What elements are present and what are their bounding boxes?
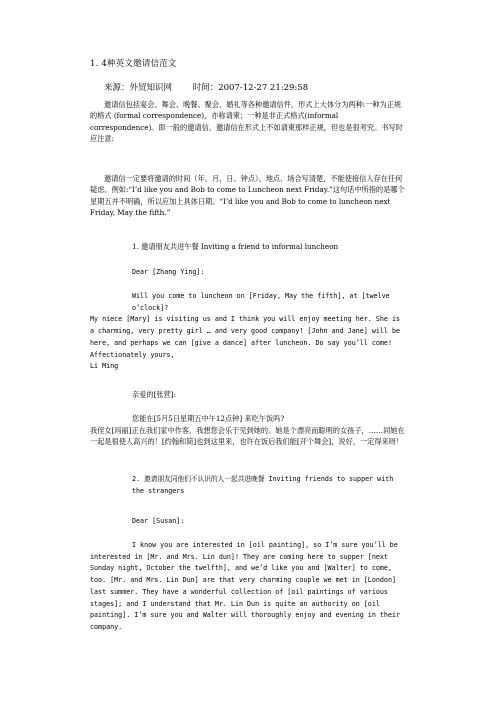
letter1-cn-body-first: 您能在[5月5日星期五中午12点钟] 来吃午饭吗?: [132, 414, 285, 423]
letter1-heading: 1. 邀请朋友共进午餐 Inviting a friend to informal luncheon: [132, 242, 339, 251]
letter1-body-first: Will you come to luncheon on [Friday, May the fifth], at [twelve o’clock]?: [132, 292, 390, 312]
letter2-heading: 2. 邀请朋友同他们不认识的人一起共进晚餐 Inviting friends to supper with the strangers: [132, 475, 394, 495]
letter1-closing: Affectionately yours,: [90, 350, 175, 359]
letter1-cn-body-rest: 我侄女[玛丽]正在我们家中作客，我想您会乐于见到她的。她是个漂亮而聪明的女孩子，……同她在一起是很使人高兴的！[约翰和简]也到这里来，也许在饭后我们能[开个舞会]，说好，一定得来呀！: [90, 425, 405, 447]
intro-paragraph: 邀请信包括宴会、舞会、晚餐、聚会、婚礼等各种邀请信件，形式上大体分为两种:一种为正规的格式 (formal correspondence)，亦称请柬；一种是非正式格式(informal correspondence)。即一般的邀请信。邀请信在形式上不如请柬那样正规，但也是很考究。书写时应注意:: [90, 100, 403, 144]
letter1-body-rest: My niece [Mary] is visiting us and I think you will enjoy meeting her. She is a charming, very pretty girl … and very good company! [John and Jane] will be here, and perhaps we can [give a dance] after luncheon. Do say you’ll come!: [90, 315, 401, 347]
letter2-salutation: Dear [Susan]:: [132, 517, 185, 525]
letter1-salutation: Dear [Zhang Ying]:: [132, 268, 205, 276]
article-title: 1. 4种英文邀请信范文: [90, 59, 177, 69]
letter1-signature: Li Ming: [90, 362, 119, 371]
article-meta: [104, 81, 308, 93]
letter1-cn-body: [90, 413, 408, 448]
article-time: 时间：2007-12-27 21:29:58: [192, 83, 309, 93]
note-paragraph: 邀请信一定要将邀请的时间（年、月、日、钟点）、地点、场合写清楚，不能使接信人存在任何疑虑。例如:“I’d like you and Bob to come to Luncheon next Friday.”这句话中所指的是哪个星期五并不明确，所以应加上具体日期。“I’d like you and Bob to come to luncheon next Friday, May the fifth.”: [90, 174, 405, 218]
letter1-cn-salutation: 亲爱的[张营]:: [132, 390, 176, 399]
letter2-body: I know you are interested in [oil painting], so I’m sure you’ll be interested in [Mr. and Mrs. Lin dun]! They are coming here to supper [next Sunday night, October the twelfth], and we’d like you and [Walter] to come, too. [Mr. and Mrs. Lin Dun] are that very charming couple we met in [London] last summer. They have a wonderful collection of [oil paintings of various stages]; and I understand that Mr. Lin Dun is quite an authority on [oil painting]. I’m sure you and Walter will thoroughly enjoy and evening in their company.: [90, 541, 401, 631]
article-source: 来源：外贸知识网: [104, 83, 173, 93]
letter1-body: [90, 291, 408, 373]
